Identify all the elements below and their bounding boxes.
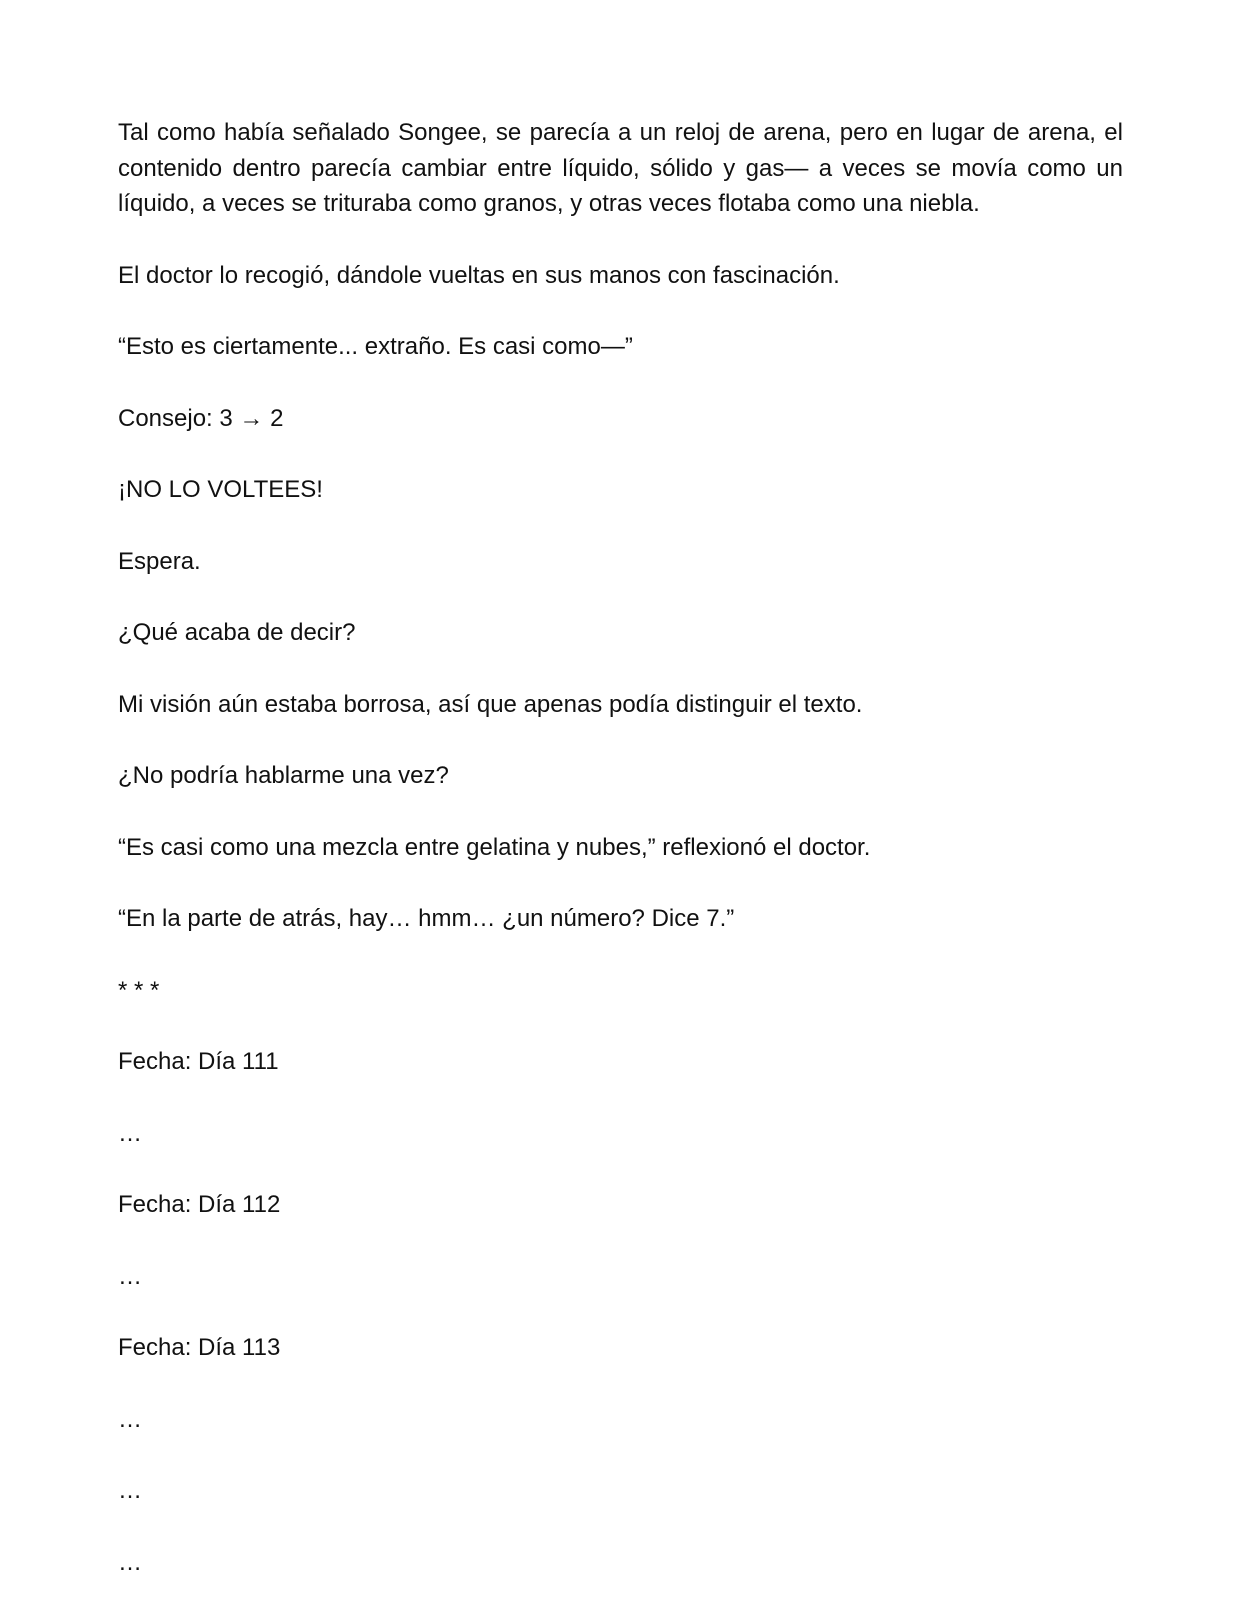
paragraph-warning: ¡NO LO VOLTEES! (118, 476, 323, 503)
paragraph-speak-once: ¿No podría hablarme una vez? (118, 762, 449, 789)
paragraph-question: ¿Qué acaba de decir? (118, 619, 356, 646)
date-heading: Fecha: Día 113 (118, 1334, 281, 1361)
paragraph-blurry-vision: Mi visión aún estaba borrosa, así que apenas podía distinguir el texto. (118, 690, 863, 718)
paragraph-wait: Espera. (118, 547, 201, 575)
paragraph-doctor-picks-up: El doctor lo recogió, dándole vueltas en sus manos con fascinación. (118, 261, 840, 289)
paragraph-hourglass-description: Tal como había señalado Songee, se parecía a un reloj de arena, pero en lugar de arena, el contenido dentro parecía cambiar entre líquido, sólido y gas— a veces se movía como un líquido, a veces se trituraba como granos, y otras veces flotaba como una niebla. (118, 119, 1123, 217)
ellipsis-line: … (118, 1477, 142, 1504)
document-body (118, 115, 1123, 1616)
paragraph-dialogue-strange: “Esto es ciertamente... extraño. Es casi como—” (118, 333, 633, 360)
ellipsis-line: … (118, 1548, 142, 1576)
ellipsis-line: … (118, 1262, 142, 1290)
date-heading: Fecha: Día 111 (118, 1048, 279, 1075)
paragraph-dialogue-number: “En la parte de atrás, hay… hmm… ¿un número? Dice 7.” (118, 905, 735, 932)
date-heading: Fecha: Día 112 (118, 1191, 281, 1218)
scene-break: * * * (118, 976, 160, 1004)
paragraph-advice: Consejo: 3 → 2 (118, 404, 284, 432)
paragraph-dialogue-gelatin: “Es casi como una mezcla entre gelatina y nubes,” reflexionó el doctor. (118, 833, 871, 861)
ellipsis-line: … (118, 1119, 142, 1147)
ellipsis-line: … (118, 1405, 142, 1433)
